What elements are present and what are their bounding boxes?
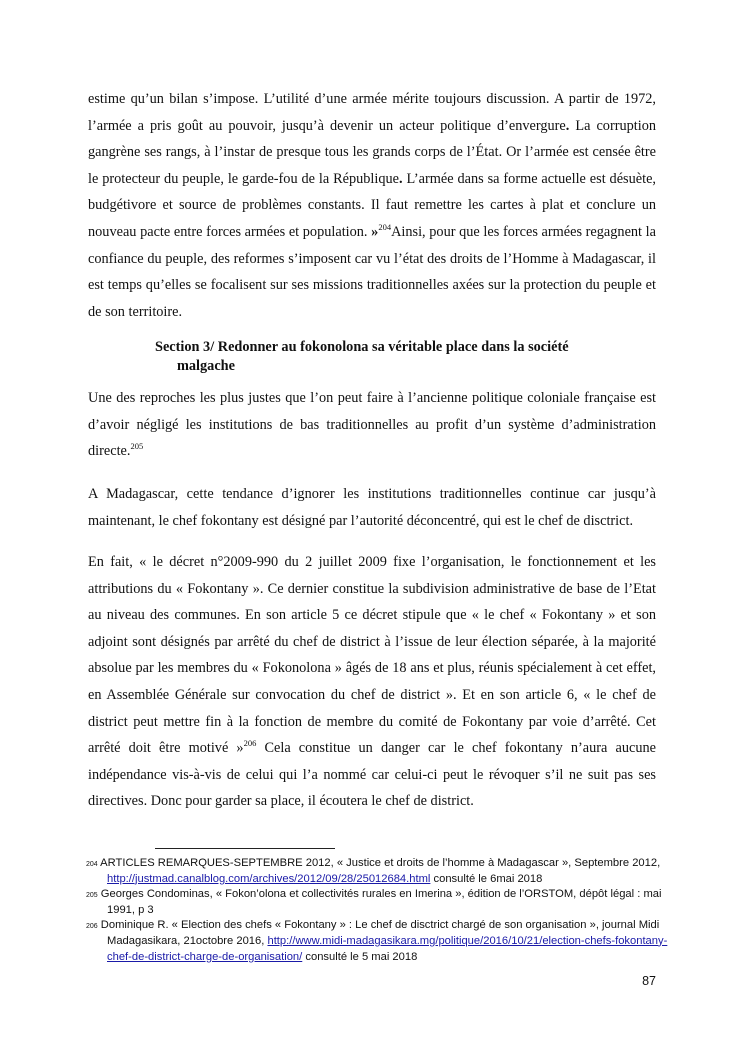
paragraph-fokontany-chief-text: A Madagascar, cette tendance d’ignorer les institutions traditionnelles continue car jusqu’à maintenant, le chef fokontany est désigné par l’autorité déconcentré, qui est le chef de disctrict. (88, 486, 656, 529)
footnote-206 (86, 918, 687, 965)
section-heading (155, 338, 625, 376)
footnote-ref-205[interactable]: 205 (130, 441, 144, 452)
footnote-ref-204[interactable]: 204 (378, 222, 392, 233)
paragraph-colonial-policy (88, 385, 656, 465)
footnote-number: 206 (86, 923, 98, 930)
footnote-204 (86, 856, 687, 888)
paragraph-army-text-d: Ainsi, pour que les forces armées regagnent la confiance du peuple, des reformes s’imposent car vu l’état des droits de l’Homme à Madagascar, il est temps qu’elles se focalisent sur ses missions traditionnelles axées sur la protection du peuple et de son territoire. (88, 223, 656, 320)
paragraph-colonial-policy-text: Une des reproches les plus justes que l’on peut faire à l’ancienne politique coloniale française est d’avoir négligé les institutions de bas traditionnelles au profit d’un système d’administration directe. (88, 390, 656, 460)
footnote-205 (86, 887, 687, 919)
footnote-text: Georges Condominas, « Fokon’olona et collectivités rurales en Imerina », édition de l’ORSTOM, dépôt légal : mai 1991, p 3 (97, 888, 662, 916)
paragraph-army-text-c: L’armée dans sa forme actuelle est désuète, budgétivore et source de problèmes constants. Il faut remettre les cartes à plat et conclure un nouveau pacte entre forces armées et population. (88, 170, 656, 240)
footnote-link[interactable]: http://justmad.canalblog.com/archives/2012/09/28/25012684.html (107, 872, 431, 885)
page-number: 87 (642, 974, 656, 988)
section-heading-line1: Section 3/ Redonner au fokonolona sa véritable place dans la société (155, 339, 569, 355)
footnote-ref-206[interactable]: 206 (243, 738, 257, 749)
section-heading-line2: malgache (177, 358, 235, 374)
footnote-text: ARTICLES REMARQUES-SEPTEMBRE 2012, « Justice et droits de l’homme à Madagascar », Septembre 2012, (97, 857, 661, 869)
paragraph-decree-text-b: Cela constitue un danger car le chef fokontany n’aura aucune indépendance vis-à-vis de celui qui l’a nommé car celui-ci peut le révoquer s’il ne suit pas ses directives. Donc pour garder sa place, il écoutera le chef de district. (88, 740, 656, 810)
paragraph-decree-text-a: En fait, « le décret n°2009-990 du 2 juillet 2009 fixe l’organisation, le fonctionnement et les attributions du « Fokontany ». Ce dernier constitue la subdivision administrative de base de l’Etat au niveau des communes. En son article 5 ce décret stipule que « le chef « Fokontany » et son adjoint sont désignés par arrêté du chef de district à l’issue de leur élection séparée, à la majorité absolue par les membres du « Fokonolona » âgés de 18 ans et plus, réunis spécialement à cet effet, en Assemblée Générale sur convocation du chef de district ». Et en son article 6, « le chef de district peut mettre fin à la fonction de membre du comité de Fokontany par voie d’arrêté. Cet arrêté doit être motivé » (88, 554, 656, 757)
footnote-number: 205 (86, 892, 98, 899)
bold-closing-quote: » (371, 223, 379, 240)
paragraph-decree (88, 549, 656, 815)
footnote-text-after: consulté le 6mai 2018 (430, 872, 543, 885)
footnote-text: Dominique R. « Election des chefs « Fokontany » : Le chef de disctrict chargé de son organisation », journal Midi Madagasikara, 21octobre 2016, (97, 919, 660, 947)
paragraph-army-text-b: La corruption gangrène ses rangs, à l’instar de presque tous les grands corps de l’État. Or l’armée est censée être le protecteur du peuple, le garde-fou de la République (88, 117, 656, 187)
footnote-separator (155, 848, 335, 849)
bold-period: . (399, 170, 403, 187)
paragraph-army (88, 86, 656, 325)
paragraph-fokontany-chief (88, 481, 656, 534)
footnote-number: 204 (86, 861, 98, 868)
bold-period: . (565, 117, 570, 134)
footnote-link[interactable]: http://www.midi-madagasikara.mg/politique/2016/10/21/election-chefs-fokontany-chef-de-district-charge-de-organisation/ (107, 934, 668, 963)
footnote-text-after: consulté le 5 mai 2018 (302, 950, 418, 963)
paragraph-army-text-a: estime qu’un bilan s’impose. L’utilité d’une armée mérite toujours discussion. A partir de 1972, l’armée a pris goût au pouvoir, jusqu’à devenir un acteur politique d’envergure (88, 91, 656, 134)
